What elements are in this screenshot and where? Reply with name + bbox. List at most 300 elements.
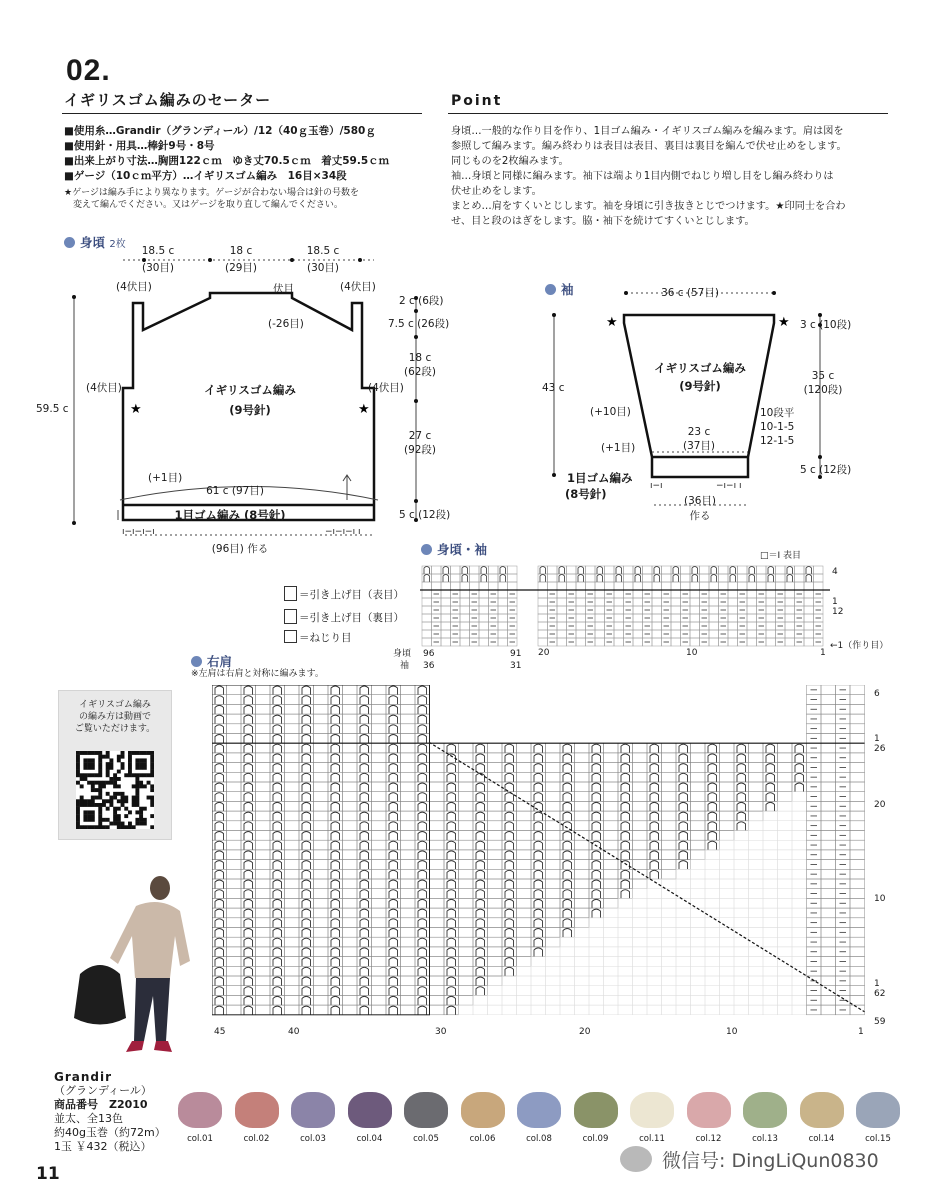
slip-stitch-mark <box>708 812 717 821</box>
sleeve-row-1: 3 c (10段) <box>800 319 852 331</box>
grid-cell <box>850 869 865 879</box>
grid-cell <box>343 898 358 908</box>
grid-cell-empty <box>749 1005 764 1015</box>
slip-stitch-mark <box>360 705 369 714</box>
grid-cell <box>401 840 416 850</box>
slip-stitch-mark <box>534 773 543 782</box>
grid-cell-empty <box>763 957 778 967</box>
grid-cell <box>546 879 561 889</box>
chart-cell <box>614 598 624 606</box>
chart-cell <box>441 574 451 582</box>
grid-cell <box>850 898 865 908</box>
grid-cell <box>256 986 271 996</box>
chart-cell <box>785 614 795 622</box>
grid-cell <box>314 801 329 811</box>
slip-stitch-mark <box>244 802 253 811</box>
grid-cell-empty <box>647 957 662 967</box>
grid-cell <box>430 889 445 899</box>
point-line: せ、目と段のはぎをします。脇・袖下を続けてすくいとじします。 <box>451 216 755 227</box>
chart-cell <box>652 622 662 630</box>
grid-cell-empty <box>792 995 807 1005</box>
grid-cell <box>821 966 836 976</box>
grid-cell <box>459 801 474 811</box>
slip-stitch-mark <box>389 851 398 860</box>
chart-cell <box>605 574 615 582</box>
grid-cell-empty <box>749 821 764 831</box>
grid-cell <box>517 831 532 841</box>
chart-cell <box>576 606 586 614</box>
grid-cell <box>850 811 865 821</box>
grid-cell <box>285 821 300 831</box>
slip-stitch-mark <box>563 783 572 792</box>
yarn-swatch <box>743 1092 787 1128</box>
slip-stitch-mark <box>650 793 659 802</box>
grid-cell <box>256 840 271 850</box>
chart-cell <box>432 566 442 574</box>
grid-cell-empty <box>720 1005 735 1015</box>
chart-cell <box>671 638 681 646</box>
yarn-swatch <box>235 1092 279 1128</box>
qr-code-icon[interactable] <box>76 751 154 829</box>
slip-stitch-mark <box>737 802 746 811</box>
chart-cell <box>557 574 567 582</box>
grid-cell-empty <box>792 908 807 918</box>
slip-stitch-mark <box>650 861 659 870</box>
slip-stitch-mark <box>443 575 449 583</box>
slip-stitch-mark <box>592 909 601 918</box>
slip-stitch-mark <box>418 929 427 938</box>
grid-cell-empty <box>647 918 662 928</box>
grid-cell <box>459 792 474 802</box>
grid-cell <box>821 831 836 841</box>
grid-cell-empty <box>792 860 807 870</box>
chart-cell <box>576 622 586 630</box>
grid-cell-empty <box>662 957 677 967</box>
chart-cell <box>441 614 451 622</box>
slip-stitch-mark <box>621 832 630 841</box>
grid-cell-empty <box>647 947 662 957</box>
chart-cell <box>766 598 776 606</box>
grid-cell-empty <box>676 869 691 879</box>
grid-cell <box>633 763 648 773</box>
grid-cell <box>691 811 706 821</box>
slip-stitch-mark <box>447 793 456 802</box>
grid-cell <box>604 801 619 811</box>
grid-cell <box>720 772 735 782</box>
grid-cell <box>430 743 445 753</box>
chart-cell <box>614 582 624 590</box>
grid-cell <box>488 966 503 976</box>
grid-cell-empty <box>734 908 749 918</box>
grid-cell-empty <box>488 1005 503 1015</box>
slip-stitch-mark <box>273 783 282 792</box>
slip-stitch-mark <box>563 870 572 879</box>
grid-cell <box>430 763 445 773</box>
grid-cell <box>546 772 561 782</box>
chart-cell <box>595 574 605 582</box>
slip-stitch-mark <box>476 880 485 889</box>
grid-cell-empty <box>575 995 590 1005</box>
slip-stitch-mark <box>244 686 253 695</box>
chart-cell <box>662 582 672 590</box>
grid-cell-empty <box>662 1005 677 1015</box>
chart-cell <box>652 574 662 582</box>
slip-stitch-mark <box>534 812 543 821</box>
chart-cell <box>671 598 681 606</box>
slip-stitch-mark <box>331 870 340 879</box>
grid-cell-empty <box>691 957 706 967</box>
slip-stitch-mark <box>447 744 456 753</box>
chart-cell <box>538 614 548 622</box>
slip-stitch-mark <box>563 909 572 918</box>
shoulder-row-10: 10 <box>874 894 886 904</box>
grid-cell <box>720 821 735 831</box>
chart-cell <box>441 630 451 638</box>
grid-cell-empty <box>720 995 735 1005</box>
chart-cell <box>738 582 748 590</box>
shoulder-col-30: 30 <box>435 1027 447 1037</box>
symbol-legend-3: ＝ねじり目 <box>284 630 352 645</box>
svg-text:★: ★ <box>358 402 370 417</box>
grid-cell <box>256 966 271 976</box>
grid-cell <box>850 792 865 802</box>
slip-stitch-mark <box>447 754 456 763</box>
slip-stitch-mark <box>540 575 546 583</box>
grid-cell-empty <box>691 908 706 918</box>
grid-cell <box>459 860 474 870</box>
grid-cell <box>314 898 329 908</box>
slip-stitch-mark <box>215 832 224 841</box>
chart-cell <box>557 566 567 574</box>
grid-cell <box>517 879 532 889</box>
grid-cell <box>517 743 532 753</box>
slip-stitch-mark <box>302 958 311 967</box>
slip-stitch-mark <box>302 938 311 947</box>
grid-cell <box>517 801 532 811</box>
slip-stitch-mark <box>331 764 340 773</box>
grid-cell-empty <box>778 937 793 947</box>
grid-cell-empty <box>662 918 677 928</box>
chart-cell <box>728 590 738 598</box>
chart-cell <box>548 582 558 590</box>
grid-cell-empty <box>749 986 764 996</box>
grid-cell <box>850 937 865 947</box>
chart-cell <box>804 606 814 614</box>
chart-cell <box>795 574 805 582</box>
grid-cell-empty <box>517 976 532 986</box>
grid-cell <box>430 898 445 908</box>
chart-cell <box>728 638 738 646</box>
grid-cell <box>633 792 648 802</box>
grid-cell-empty <box>720 879 735 889</box>
grid-cell <box>821 821 836 831</box>
grid-cell <box>314 860 329 870</box>
slip-stitch-mark <box>592 890 601 899</box>
row-dim-2: 7.5 c (26段) <box>388 318 450 330</box>
grid-cell-empty <box>633 976 648 986</box>
grid-cell-empty <box>473 1005 488 1015</box>
grid-cell-empty <box>720 918 735 928</box>
chart-cell <box>757 582 767 590</box>
grid-cell-empty <box>763 811 778 821</box>
slip-stitch-mark <box>360 715 369 724</box>
slip-stitch-mark <box>244 744 253 753</box>
slip-stitch-mark <box>331 735 340 744</box>
mid-bind-right: (4伏目) <box>368 382 404 394</box>
grid-cell <box>749 792 764 802</box>
slip-stitch-mark <box>650 822 659 831</box>
grid-cell <box>227 831 242 841</box>
slip-stitch-mark <box>563 832 572 841</box>
grid-cell <box>459 850 474 860</box>
grid-cell <box>401 831 416 841</box>
grid-cell <box>575 850 590 860</box>
slip-stitch-mark <box>244 841 253 850</box>
slip-stitch-mark <box>418 754 427 763</box>
slip-stitch-mark <box>360 987 369 996</box>
slip-stitch-mark <box>244 909 253 918</box>
grid-cell <box>314 850 329 860</box>
grid-cell-empty <box>749 976 764 986</box>
grid-cell <box>314 1005 329 1015</box>
chart-cell <box>766 590 776 598</box>
grid-cell <box>227 704 242 714</box>
slip-stitch-mark <box>389 958 398 967</box>
grid-cell <box>488 976 503 986</box>
grid-cell <box>517 811 532 821</box>
grid-cell-empty <box>531 957 546 967</box>
slip-stitch-mark <box>360 841 369 850</box>
slip-stitch-mark <box>389 832 398 841</box>
grid-cell <box>372 704 387 714</box>
grid-cell-empty <box>749 840 764 850</box>
chart-cell <box>422 574 432 582</box>
grid-cell <box>314 831 329 841</box>
chart-cell <box>652 606 662 614</box>
slip-stitch-mark <box>389 890 398 899</box>
grid-cell-empty <box>618 966 633 976</box>
yarn-swatch-label: col.06 <box>469 1134 496 1144</box>
grid-cell <box>459 782 474 792</box>
grid-cell <box>227 782 242 792</box>
grid-cell <box>343 1005 358 1015</box>
grid-cell <box>314 821 329 831</box>
slip-stitch-mark <box>505 880 514 889</box>
grid-cell <box>575 840 590 850</box>
grid-cell-empty <box>662 928 677 938</box>
slip-stitch-mark <box>418 958 427 967</box>
grid-cell <box>314 704 329 714</box>
grid-cell <box>488 957 503 967</box>
slip-stitch-mark <box>505 938 514 947</box>
slip-stitch-mark <box>389 987 398 996</box>
slip-stitch-mark <box>244 948 253 957</box>
grid-cell <box>850 986 865 996</box>
grid-cell <box>850 724 865 734</box>
chart-cell <box>614 622 624 630</box>
slip-stitch-mark <box>650 773 659 782</box>
bind-left: (4伏目) <box>116 281 152 293</box>
slip-stitch-mark <box>476 909 485 918</box>
grid-cell <box>256 869 271 879</box>
grid-cell <box>285 995 300 1005</box>
grid-cell <box>256 695 271 705</box>
grid-cell <box>343 772 358 782</box>
slip-stitch-mark <box>418 909 427 918</box>
grid-cell <box>285 724 300 734</box>
grid-cell <box>285 957 300 967</box>
slip-stitch-mark <box>302 987 311 996</box>
chart-cell <box>548 566 558 574</box>
chart-cell <box>460 598 470 606</box>
slip-stitch-mark <box>447 909 456 918</box>
chart-cell <box>690 630 700 638</box>
slip-stitch-mark <box>302 696 311 705</box>
grid-cell <box>604 889 619 899</box>
grid-cell <box>604 782 619 792</box>
slip-stitch-mark <box>215 929 224 938</box>
grid-cell-empty <box>734 860 749 870</box>
grid-cell <box>546 928 561 938</box>
grid-cell <box>691 763 706 773</box>
slip-stitch-mark <box>476 764 485 773</box>
slip-stitch-mark <box>768 567 774 575</box>
slip-stitch-mark <box>766 793 775 802</box>
slip-stitch-mark <box>563 899 572 908</box>
grid-cell <box>517 840 532 850</box>
grid-cell-empty <box>575 966 590 976</box>
slip-stitch-mark <box>244 938 253 947</box>
sleeve-label: 袖 <box>400 661 410 671</box>
slip-stitch-mark <box>244 793 253 802</box>
slip-stitch-mark <box>534 793 543 802</box>
grid-cell <box>821 840 836 850</box>
slip-stitch-mark <box>505 832 514 841</box>
grid-cell <box>633 840 648 850</box>
slip-stitch-mark <box>418 773 427 782</box>
slip-stitch-mark <box>331 899 340 908</box>
slip-stitch-mark <box>534 851 543 860</box>
yarn-swatch <box>630 1092 674 1128</box>
grid-cell-empty <box>749 831 764 841</box>
slip-stitch-mark <box>505 851 514 860</box>
grid-cell-empty <box>778 976 793 986</box>
slip-stitch-mark <box>215 725 224 734</box>
grid-cell <box>314 889 329 899</box>
grid-cell-empty <box>734 986 749 996</box>
grid-cell-empty <box>691 879 706 889</box>
grid-cell <box>821 928 836 938</box>
slip-stitch-mark <box>273 919 282 928</box>
grid-cell-empty <box>749 957 764 967</box>
slip-stitch-mark <box>563 802 572 811</box>
grid-cell-empty <box>734 957 749 967</box>
grid-cell-empty <box>778 869 793 879</box>
slip-stitch-mark <box>389 861 398 870</box>
chart-cell <box>633 590 643 598</box>
chart-cell <box>671 566 681 574</box>
grid-cell <box>517 947 532 957</box>
sleeve-num-36: 36 <box>423 661 435 671</box>
chart-cell <box>747 582 757 590</box>
slip-stitch-mark <box>505 744 514 753</box>
slip-stitch-mark <box>302 812 311 821</box>
grid-cell-empty <box>560 957 575 967</box>
chart-cell <box>700 582 710 590</box>
slip-stitch-mark <box>244 851 253 860</box>
point-line: 同じものを2枚編みます。 <box>451 156 569 167</box>
chart-cell <box>460 630 470 638</box>
grid-cell-empty <box>647 976 662 986</box>
chart-cell <box>605 582 615 590</box>
grid-cell-empty <box>720 947 735 957</box>
slip-stitch-mark <box>418 832 427 841</box>
yarn-price: 1玉 ￥432（税込） <box>54 1140 152 1153</box>
sleeve-row-3: 5 c (12段) <box>800 464 852 476</box>
grid-cell-empty <box>459 1005 474 1015</box>
grid-cell <box>633 753 648 763</box>
chart-cell <box>747 598 757 606</box>
grid-cell-empty <box>749 995 764 1005</box>
slip-stitch-mark <box>302 851 311 860</box>
slip-stitch-mark <box>418 851 427 860</box>
chart-cell <box>557 622 567 630</box>
yarn-swatch <box>178 1092 222 1128</box>
point-line: 袖…身頃と同様に編みます。袖下は端より1目内側でねじり増し目をし編み終わりは <box>451 171 834 182</box>
sts-top-center: (29目) <box>224 262 258 274</box>
grid-cell <box>720 811 735 821</box>
grid-cell <box>850 714 865 724</box>
grid-cell <box>430 995 445 1005</box>
grid-cell-empty <box>705 898 720 908</box>
grid-cell <box>662 840 677 850</box>
slip-stitch-mark <box>389 938 398 947</box>
body-rib-label: 1目ゴム編み (8号針) <box>174 508 286 522</box>
grid-cell <box>372 889 387 899</box>
grid-cell <box>546 831 561 841</box>
slip-stitch-mark <box>592 802 601 811</box>
slip-stitch-mark <box>302 996 311 1005</box>
grid-cell <box>546 801 561 811</box>
grid-cell <box>850 957 865 967</box>
grid-cell <box>343 995 358 1005</box>
sleeve-rib-label: 1目ゴム編み <box>567 471 633 485</box>
slip-stitch-mark <box>331 802 340 811</box>
slip-stitch-mark <box>215 1006 224 1015</box>
grid-cell <box>256 1005 271 1015</box>
chart-cell <box>804 598 814 606</box>
slip-stitch-mark <box>244 861 253 870</box>
grid-cell <box>372 928 387 938</box>
chart-cell <box>557 638 567 646</box>
slip-stitch-mark <box>215 880 224 889</box>
grid-cell <box>285 889 300 899</box>
sleeve-rib-needle: (8号針) <box>565 487 607 501</box>
grid-cell <box>285 966 300 976</box>
chart-cell <box>451 582 461 590</box>
grid-cell-empty <box>604 986 619 996</box>
slip-stitch-mark <box>737 783 746 792</box>
grid-cell-empty <box>720 976 735 986</box>
slip-stitch-mark <box>679 793 688 802</box>
grid-cell-empty <box>705 908 720 918</box>
grid-cell <box>227 889 242 899</box>
grid-cell <box>227 918 242 928</box>
grid-cell <box>459 918 474 928</box>
grid-cell <box>517 782 532 792</box>
grid-cell <box>850 918 865 928</box>
grid-cell <box>430 1005 445 1015</box>
